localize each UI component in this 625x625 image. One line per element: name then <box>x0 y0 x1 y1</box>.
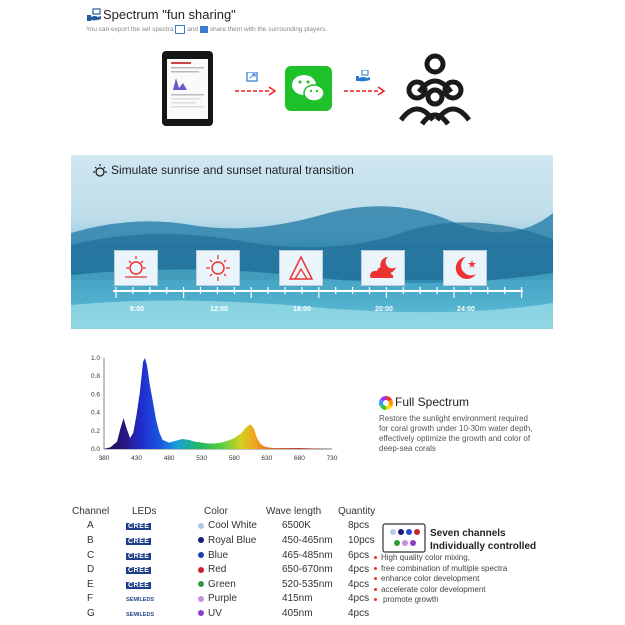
cell-qty: 4pcs <box>348 578 370 590</box>
cell-color <box>192 519 266 534</box>
cell-wave: 520-535nm <box>282 578 333 590</box>
cell-channel: G <box>87 607 95 619</box>
color-label: UV <box>208 607 222 619</box>
time-card-sunrise[interactable] <box>114 250 158 286</box>
cell-channel: C <box>87 549 95 561</box>
cell-qty: 6pcs <box>348 549 370 561</box>
led-brand-logo: CREE <box>128 537 150 545</box>
cell-qty: 4pcs <box>348 593 370 605</box>
spectrum-area <box>104 358 332 449</box>
share-sub-mid: and <box>187 26 199 34</box>
time-label-16: 16:00 <box>293 306 311 313</box>
cell-color <box>192 577 266 592</box>
tablet-icon <box>161 50 214 127</box>
led-brand-logo: SEMILEDS <box>126 597 155 604</box>
export-arrow-icon <box>234 72 276 98</box>
seven-bullets <box>374 553 507 606</box>
x-tick-label: 630 <box>261 455 273 462</box>
bullet-item: accelerate color development <box>374 585 507 596</box>
share-hand-icon <box>86 8 102 22</box>
led-brand-logo: SEMILEDS <box>126 611 155 618</box>
full-spectrum-title: Full Spectrum <box>395 395 470 409</box>
cell-color <box>192 606 266 621</box>
time-label-8: 8:00 <box>129 306 144 313</box>
color-dot <box>198 596 204 602</box>
header-wave: Wave length <box>266 505 322 517</box>
time-card-evening[interactable] <box>361 250 405 286</box>
color-label: Royal Blue <box>208 534 257 546</box>
time-card-night[interactable] <box>443 250 487 286</box>
sun-icon <box>92 163 108 179</box>
cell-wave: 415nm <box>282 593 313 605</box>
led-brand-logo: CREE <box>128 567 150 575</box>
table-row <box>66 519 375 534</box>
channel-table <box>66 504 375 621</box>
led-brand-logo: CREE <box>128 552 150 560</box>
cell-channel: F <box>87 593 94 605</box>
bullet-item: promote growth <box>374 595 507 606</box>
desc-line: effectively optimize the growth and color of <box>379 434 531 443</box>
time-label-20: 20:00 <box>375 306 393 313</box>
cell-led <box>124 519 192 534</box>
cell-qty: 4pcs <box>348 607 370 619</box>
x-tick-label: 580 <box>228 455 240 462</box>
desc-line: for coral growth under 10-30m water depth, <box>379 424 533 433</box>
cell-channel: A <box>87 520 94 532</box>
x-tick-label: 380 <box>98 455 110 462</box>
share-sub-prefix: You can export the set spectra <box>86 26 174 34</box>
desc-line: Restore the sunlight environment required <box>379 414 528 423</box>
cell-color <box>192 592 266 607</box>
cell-led <box>124 533 192 548</box>
y-tick-label: 0.2 <box>90 427 100 435</box>
share-subtitle <box>86 25 327 34</box>
seven-title-2: Individually controlled <box>430 541 537 552</box>
color-label: Cool White <box>208 520 257 532</box>
x-tick-label: 730 <box>326 455 338 462</box>
cell-color <box>192 533 266 548</box>
y-tick-label: 0.0 <box>90 446 100 453</box>
color-dot <box>198 581 204 587</box>
cell-color <box>192 562 266 577</box>
color-label: Green <box>208 578 236 590</box>
header-color: Color <box>204 505 228 517</box>
bullet-item: free combination of multiple spectra <box>374 564 507 575</box>
spectrum-chart <box>86 350 346 470</box>
cell-channel: D <box>87 564 95 576</box>
header-leds: LEDs <box>132 505 157 517</box>
cell-wave: 650-670nm <box>282 564 333 576</box>
cell-led <box>124 606 192 621</box>
y-tick-label: 0.4 <box>90 409 100 417</box>
x-tick-label: 680 <box>293 455 305 462</box>
cell-led <box>124 592 192 607</box>
x-tick-label: 480 <box>163 455 175 462</box>
channels-remote-icon <box>382 523 426 553</box>
cell-qty: 4pcs <box>348 564 370 576</box>
cell-led <box>124 562 192 577</box>
sunrise-title: Simulate sunrise and sunset natural transition <box>111 163 354 177</box>
color-wheel-icon <box>379 396 393 410</box>
time-card-noon[interactable] <box>196 250 240 286</box>
bullet-item: High quality color mixing, <box>374 553 507 564</box>
share-arrow-icon <box>343 70 385 98</box>
sunrise-banner <box>71 155 553 329</box>
table-header-row <box>66 504 375 519</box>
cell-wave: 6500K <box>282 520 311 532</box>
table-row <box>66 592 375 607</box>
color-label: Red <box>208 564 227 576</box>
cell-qty: 8pcs <box>348 520 370 532</box>
table-row <box>66 548 375 563</box>
cell-led <box>124 548 192 563</box>
color-label: Purple <box>208 593 237 605</box>
full-spectrum-desc <box>379 414 532 454</box>
desc-line: deep-sea corals <box>379 444 436 453</box>
cell-channel: E <box>87 578 94 590</box>
color-dot <box>198 567 204 573</box>
x-tick-label: 430 <box>131 455 143 462</box>
time-label-12: 12:00 <box>210 306 228 313</box>
wechat-icon <box>285 66 332 111</box>
y-tick-label: 0.8 <box>90 373 100 381</box>
header-channel: Channel <box>72 505 110 517</box>
cell-qty: 10pcs <box>348 534 375 546</box>
table-row <box>66 577 375 592</box>
time-label-24: 24:00 <box>457 306 475 313</box>
table-row <box>66 533 375 548</box>
color-label: Blue <box>208 549 229 561</box>
sun-noon-icon <box>197 251 239 285</box>
cell-wave: 465-485nm <box>282 549 333 561</box>
y-tick-label: 0.6 <box>90 391 100 399</box>
color-dot <box>198 537 204 543</box>
bullet-item: enhance color development <box>374 574 507 585</box>
people-group-icon <box>397 52 473 128</box>
x-tick-label: 530 <box>196 455 208 462</box>
cell-channel: B <box>87 534 94 546</box>
led-brand-logo: CREE <box>128 523 150 531</box>
cell-led <box>124 577 192 592</box>
share-small-icon <box>200 26 208 33</box>
cell-wave: 450-465nm <box>282 534 333 546</box>
time-card-afternoon[interactable] <box>279 250 323 286</box>
color-dot <box>198 552 204 558</box>
y-tick-label: 1.0 <box>90 355 100 362</box>
cell-wave: 405nm <box>282 607 313 619</box>
led-brand-logo: CREE <box>128 581 150 589</box>
export-icon <box>175 25 185 34</box>
header-qty: Quantity <box>338 505 376 517</box>
ocean-background <box>71 155 553 329</box>
cell-color <box>192 548 266 563</box>
color-dot <box>198 523 204 529</box>
table-row <box>66 562 375 577</box>
table-row <box>66 606 375 621</box>
color-dot <box>198 610 204 616</box>
timeline-ticks <box>113 286 525 300</box>
share-title: Spectrum "fun sharing" <box>103 7 236 22</box>
cloud-moon-icon <box>362 251 404 285</box>
sunrise-icon <box>115 251 157 285</box>
share-sub-suffix: share them with the surrounding players. <box>209 26 328 34</box>
seven-title-1: Seven channels <box>430 528 506 539</box>
mountain-icon <box>280 251 322 285</box>
moon-star-icon <box>444 251 486 285</box>
